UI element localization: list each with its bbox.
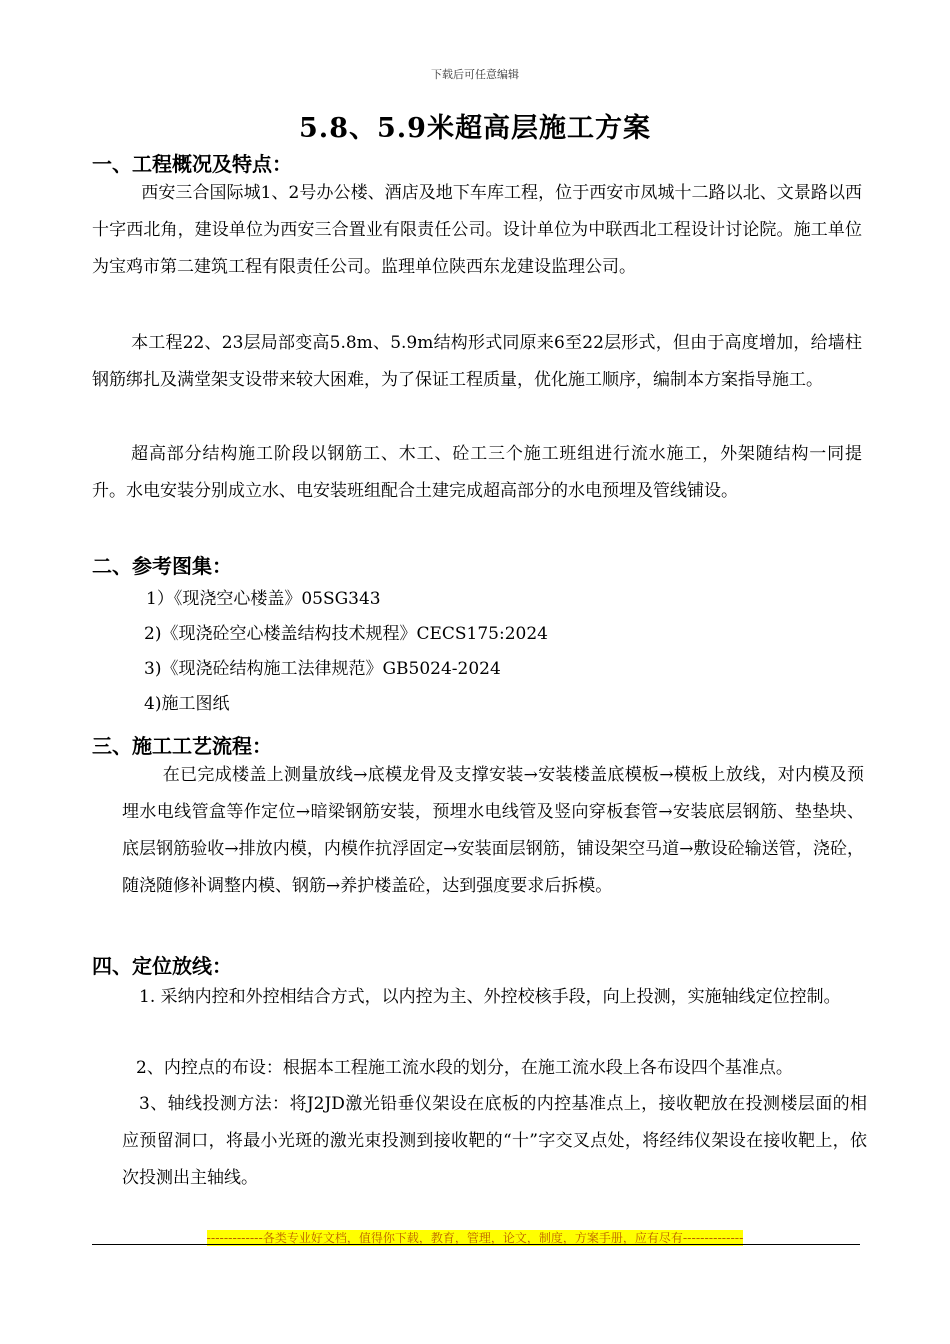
footer-banner-text: -------------各类专业好文档，值得你下载，教育，管理，论文，制度，方案手册，应有尽有--------------	[206, 1231, 744, 1245]
reference-item: 2)《现浇砼空心楼盖结构技术规程》CECS175:2024	[144, 624, 548, 644]
reference-item: 1）《现浇空心楼盖》05SG343	[146, 589, 381, 609]
section-2-heading: 二、参考图集：	[92, 554, 232, 578]
section-4-heading: 四、定位放线：	[92, 954, 232, 978]
section-1-paragraph-2: 本工程22、23层局部变高5.8m、5.9m结构形式同原来6至22层形式，但由于高度增加，给墙柱钢筋绑扎及满堂架支设带来较大困难，为了保证工程质量，优化施工顺序，编制本方案指导施工。	[92, 333, 862, 390]
positioning-item-2: 2、内控点的布设：根据本工程施工流水段的划分，在施工流水段上各布设四个基准点。	[136, 1058, 793, 1078]
section-1-paragraph-3: 超高部分结构施工阶段以钢筋工、木工、砼工三个施工班组进行流水施工，外架随结构一同提升。水电安装分别成立水、电安装班组配合土建完成超高部分的水电预埋及管线铺设。	[92, 444, 862, 501]
positioning-item-3: 3、轴线投测方法：将J2JD激光铅垂仪架设在底板的内控基准点上，接收靶放在投测楼层面的相应预留洞口，将最小光斑的激光束投测到接收靶的“十”字交叉点处，将经纬仪架设在接收靶上，依次投测出主轴线。	[122, 1094, 867, 1188]
document-title: 5.8、5.9米超高层施工方案	[299, 113, 651, 144]
positioning-item-1: 1. 采纳内控和外控相结合方式，以内控为主、外控校核手段，向上投测，实施轴线定位控制。	[139, 987, 841, 1007]
reference-item: 4)施工图纸	[144, 694, 230, 714]
process-flow-paragraph: 在已完成楼盖上测量放线→底模龙骨及支撑安装→安装楼盖底模板→模板上放线，对内模及预埋水电线管盒等作定位→暗梁钢筋安装，预埋水电线管及竖向穿板套管→安装底层钢筋、垫垫块、底层钢筋验收→排放内模，内模作抗浮固定→安装面层钢筋，铺设架空马道→敷设砼输送管，浇砼，随浇随修补调整内模、钢筋→养护楼盖砼，达到强度要求后拆模。	[122, 765, 864, 896]
footer-divider	[92, 1244, 860, 1245]
section-3-heading: 三、施工工艺流程：	[92, 734, 272, 758]
header-note: 下载后可任意编辑	[431, 68, 519, 81]
reference-item: 3)《现浇砼结构施工法律规范》GB5024-2024	[144, 659, 501, 679]
section-1-paragraph-1: 西安三合国际城1、2号办公楼、酒店及地下车库工程，位于西安市凤城十二路以北、文景路以西十字西北角，建设单位为西安三合置业有限责任公司。设计单位为中联西北工程设计讨论院。施工单位为宝鸡市第二建筑工程有限责任公司。监理单位陕西东龙建设监理公司。	[92, 183, 862, 277]
section-1-heading: 一、工程概况及特点：	[92, 152, 292, 176]
